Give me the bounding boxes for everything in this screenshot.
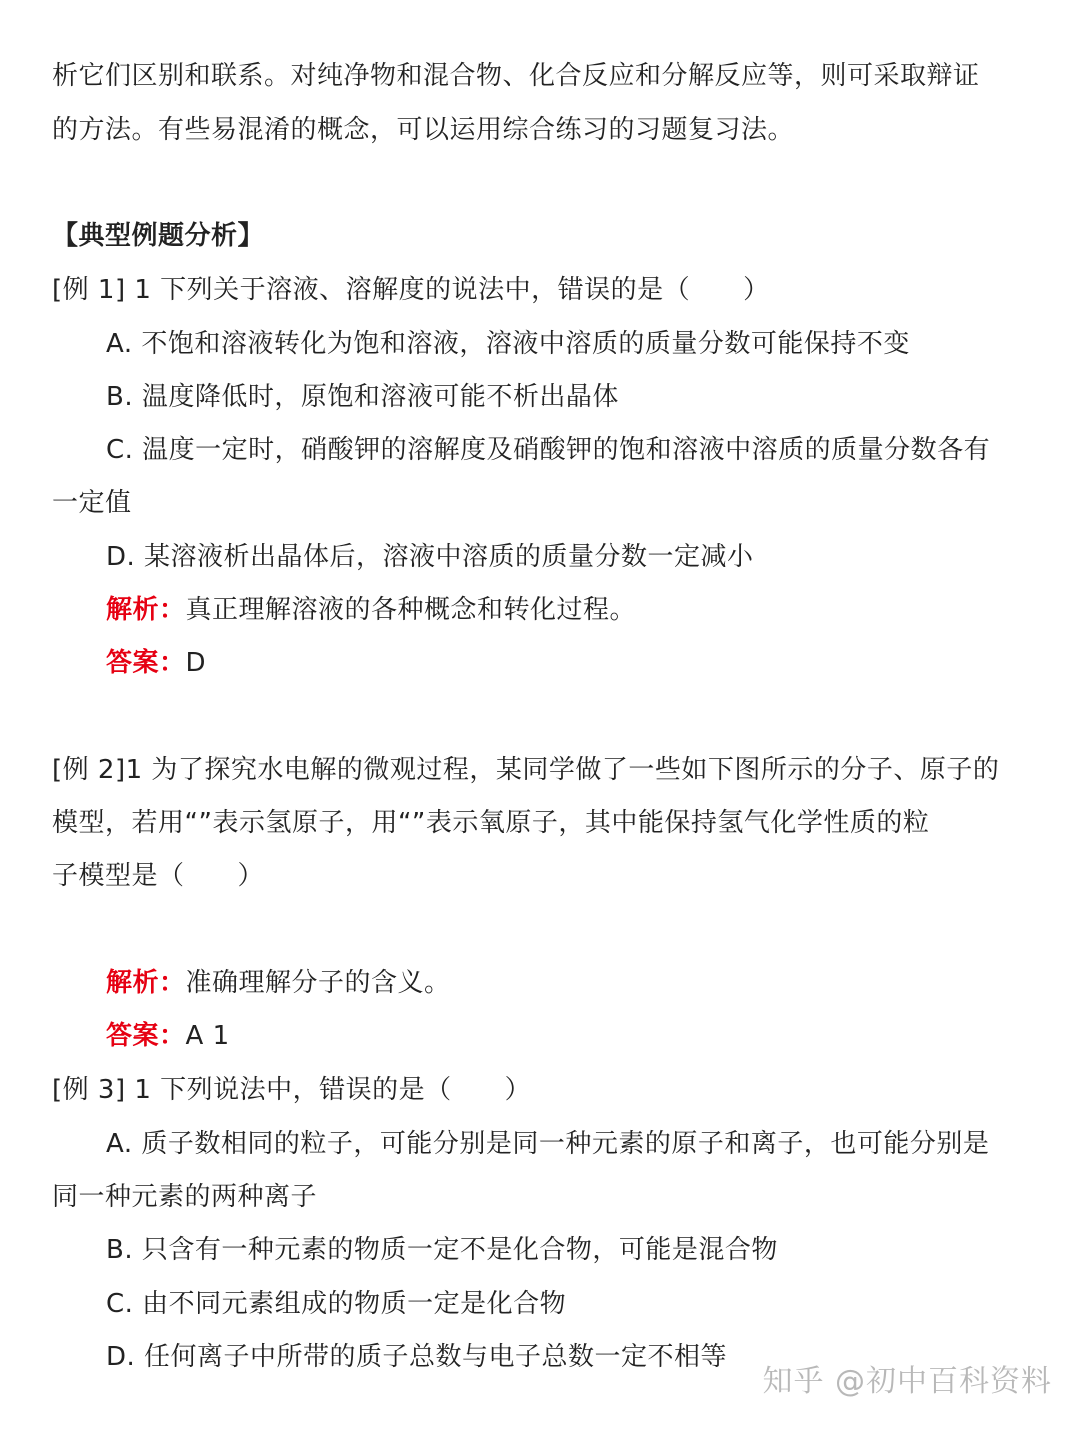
example-2-answer <box>106 1018 230 1054</box>
example-3-option-d: D. 任何离子中所带的质子总数与电子总数一定不相等 <box>106 1342 728 1372</box>
section-title: 【典型例题分析】 <box>52 221 265 251</box>
example-3-option-a-line-2: 同一种元素的两种离子 <box>52 1182 318 1212</box>
example-1-option-b: B. 温度降低时，原饱和溶液可能不析出晶体 <box>106 382 619 412</box>
example-1-stem: [例 1] 1 下列关于溶液、溶解度的说法中，错误的是（ ） <box>52 275 770 305</box>
answer-text: D <box>185 648 207 678</box>
analysis-label: 解析： <box>106 595 186 625</box>
example-1-analysis <box>106 592 636 628</box>
answer-text: A 1 <box>185 1021 230 1051</box>
example-3-option-c: C. 由不同元素组成的物质一定是化合物 <box>106 1289 567 1319</box>
intro-line-1: 析它们区别和联系。对纯净物和混合物、化合反应和分解反应等，则可采取辩证 <box>52 61 980 91</box>
example-2-analysis <box>106 965 451 1001</box>
answer-label: 答案： <box>106 648 186 678</box>
example-2-stem-line-2: 模型，若用“”表示氢原子，用“”表示氧原子，其中能保持氢气化学性质的粒 <box>52 808 930 838</box>
example-3-option-a-line-1: A. 质子数相同的粒子，可能分别是同一种元素的原子和离子，也可能分别是 <box>106 1129 990 1159</box>
analysis-text: 准确理解分子的含义。 <box>185 968 451 998</box>
intro-line-2: 的方法。有些易混淆的概念，可以运用综合练习的习题复习法。 <box>52 115 795 145</box>
analysis-label: 解析： <box>106 968 186 998</box>
example-1-option-d: D. 某溶液析出晶体后，溶液中溶质的质量分数一定减小 <box>106 542 754 572</box>
example-2-stem-line-3: 子模型是（ ） <box>52 861 265 891</box>
example-2-stem-line-1: [例 2]1 为了探究水电解的微观过程，某同学做了一些如下图所示的分子、原子的 <box>52 755 1000 785</box>
example-1-answer <box>106 645 206 681</box>
example-1-option-a: A. 不饱和溶液转化为饱和溶液，溶液中溶质的质量分数可能保持不变 <box>106 329 910 359</box>
answer-label: 答案： <box>106 1021 186 1051</box>
example-1-option-c-line-1: C. 温度一定时，硝酸钾的溶解度及硝酸钾的饱和溶液中溶质的质量分数各有 <box>106 435 991 465</box>
example-3-option-b: B. 只含有一种元素的物质一定不是化合物，可能是混合物 <box>106 1235 778 1265</box>
example-3-stem: [例 3] 1 下列说法中，错误的是（ ） <box>52 1075 532 1105</box>
example-1-option-c-line-2: 一定值 <box>52 488 132 518</box>
analysis-text: 真正理解溶液的各种概念和转化过程。 <box>185 595 637 625</box>
zhihu-watermark: 知乎 @初中百科资料 <box>762 1364 1052 1399</box>
